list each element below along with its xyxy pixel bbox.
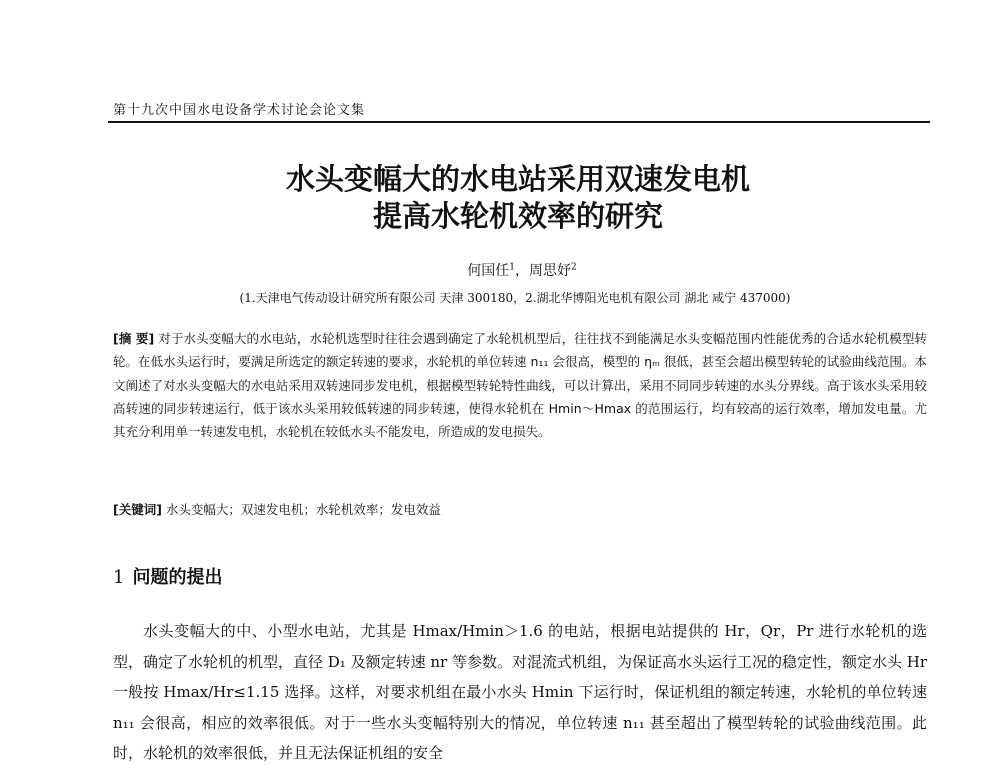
section-heading [113, 563, 222, 589]
keywords [113, 500, 927, 518]
abstract-text: 对于水头变幅大的水电站，水轮机选型时往往会遇到确定了水轮机机型后，往往找不到能满足水头变幅范围内性能优秀的合适水轮机模型转轮。在低水头运行时，要满足所选定的额定转速的要求，水轮机的单位转速 n₁₁ 会很高，模型的 ηₘ 很低，甚至会超出模型转轮的试验曲线范围。本文阐述了对水头变幅大的水电站采用双转速同步发电机，根据模型转轮特性曲线，可以计算出，采用不同同步转速的水头分界线。高于该水头采用较高转速的同步转速运行，低于该水头采用较低转速的同步转速，使得水轮机在 Hmin～Hmax 的范围运行，均有较高的运行效率，增加发电量。尤其充分利用单一转速发电机，水轮机在较低水头不能发电，所造成的发电损失。 [113, 331, 927, 440]
abstract-label: [摘 要] [113, 331, 155, 346]
running-header: 第十九次中国水电设备学术讨论会论文集 [113, 103, 366, 118]
author-affiliation-mark: 2 [571, 262, 577, 273]
author-line [0, 260, 1000, 280]
paper-title-line-1: 水头变幅大的水电站采用双速发电机 [285, 162, 750, 196]
author-separator: ， [515, 263, 529, 279]
author-name: 何国任 [467, 263, 510, 279]
body-paragraph: 水头变幅大的中、小型水电站，尤其是 Hmax/Hmin＞1.6 的电站，根据电站提供的 Hr，Qr，Pr 进行水轮机的选型，确定了水轮机的机型，直径 D₁ 及额定转速 nr 等参数。对混流式机组，为保证高水头运行工况的稳定性，额定水头 Hr 一般按 Hmax/Hr≤1.15 选择。这样，对要求机组在最小水头 Hmin 下运行时，保证机组的额定转速，水轮机的单位转速 n₁₁ 会很高，相应的效率很低。对于一些水头变幅特别大的情况，单位转速 n₁₁ 甚至超出了模型转轮的试验曲线范围。此时，水轮机的效率很低，并且无法保证机组的安全 [113, 622, 927, 762]
abstract [113, 327, 927, 443]
affiliation: (1.天津电气传动设计研究所有限公司 天津 300180，2.湖北华博阳光电机有限公司 湖北 咸宁 437000) [239, 291, 791, 305]
body-text [113, 616, 927, 769]
keywords-label: [关键词] [113, 502, 162, 517]
header-rule [108, 121, 930, 123]
section-number: 1 [113, 567, 125, 588]
section-title: 问题的提出 [132, 567, 223, 588]
author-affiliation-mark: 1 [509, 262, 515, 273]
author-name: 周思妤 [529, 263, 571, 279]
keywords-text: 水头变幅大；双速发电机；水轮机效率；发电效益 [165, 502, 441, 517]
paper-title-line-2: 提高水轮机效率的研究 [372, 199, 663, 233]
